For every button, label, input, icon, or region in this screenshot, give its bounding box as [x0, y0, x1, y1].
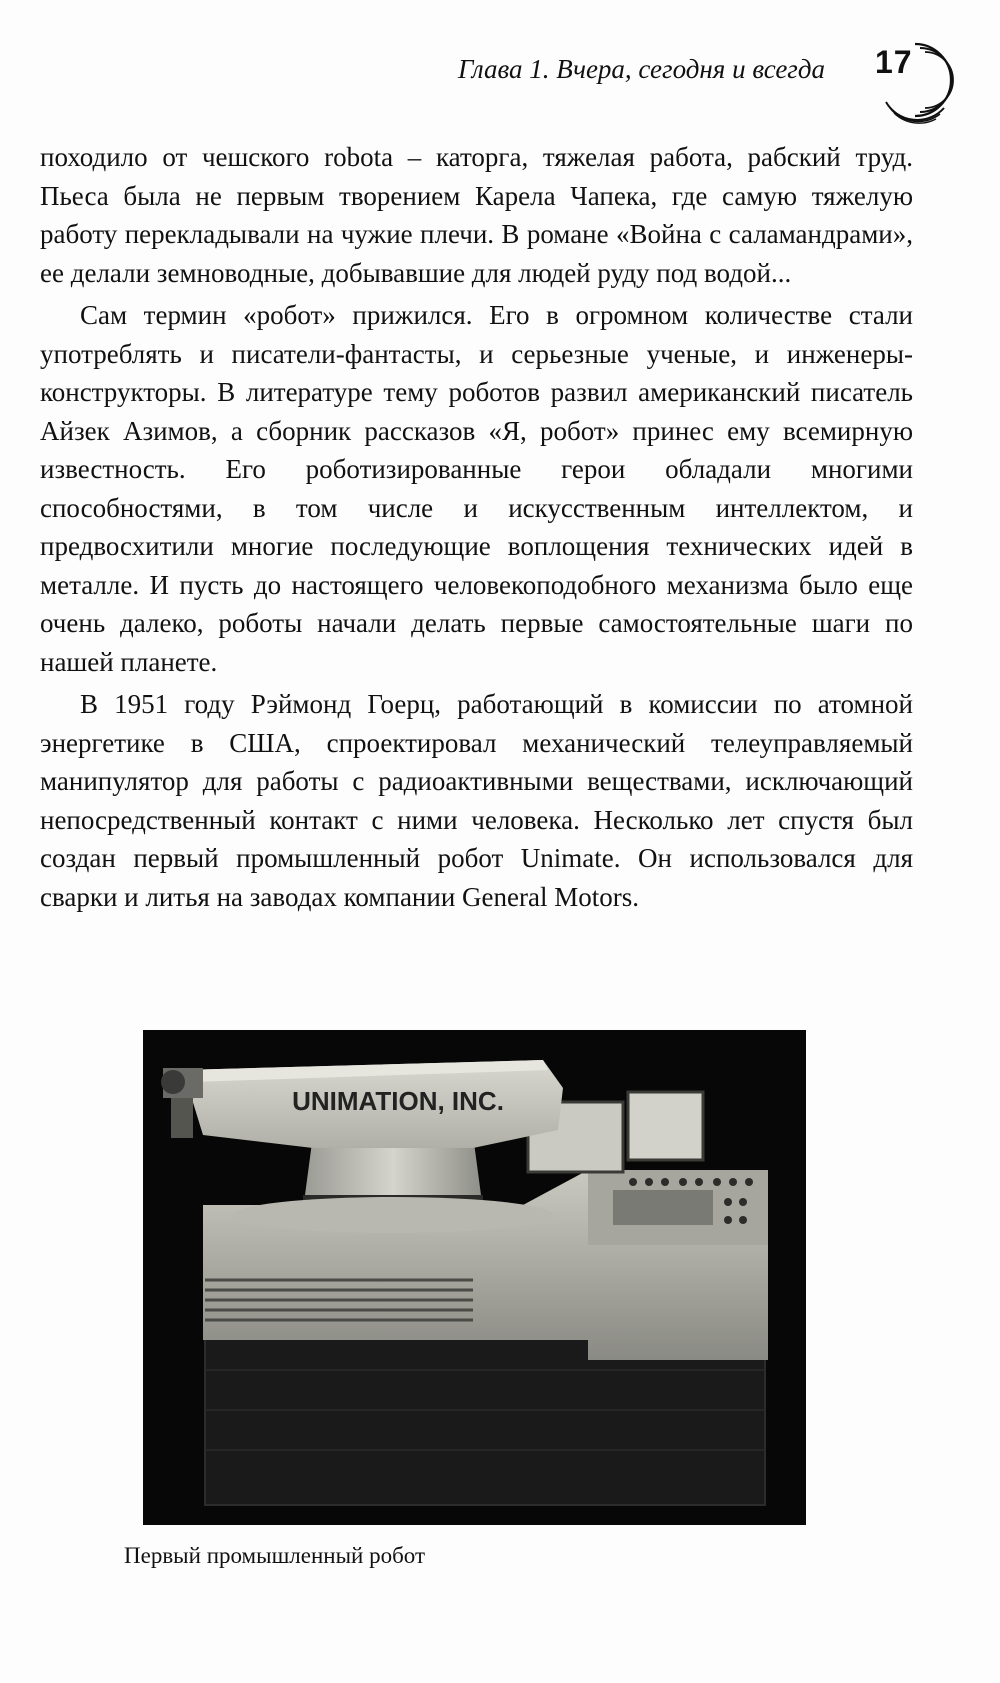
chapter-title: Глава 1. Вчера, сегодня и всегда: [457, 54, 825, 84]
figure-caption: Первый промышленный робот: [124, 1543, 426, 1568]
robot-photo: [143, 1030, 806, 1525]
running-header: [0, 44, 1000, 124]
paragraph-2: Сам термин «робот» прижился. Его в огромном количестве стали употреблять и писатели-фантасты, и серьезные ученые, и инженеры-конструкторы. В литературе тему роботов развил американский писатель Айзек Азимов, а сборник рассказов «Я, робот» принес ему всемирную известность. Его роботизированные герои обладали многими способностями, в том числе и искусственным интеллектом, и предвосхитили многие последующие воплощения технических идей в металле. И пусть до настоящего человекоподобного механизма было еще очень далеко, роботы начали делать первые самостоятельные шаги по нашей планете.: [40, 300, 913, 677]
machine-label: UNIMATION, INC.: [292, 1086, 504, 1116]
paragraph-1: походило от чешского robota – каторга, тяжелая работа, рабский труд. Пьеса была не первым творением Карела Чапека, где самую тяжелую работу перекладывали на чужие плечи. В романе «Война с саламандрами», ее делали земноводные, добывавшие для людей руду под водой...: [40, 142, 913, 288]
unimate-robot-illustration: [143, 1030, 806, 1525]
body-text: [40, 138, 913, 916]
page-number: 17: [875, 44, 913, 80]
paragraph-3: В 1951 году Рэймонд Гоерц, работающий в комиссии по атомной энергетике в США, спроектировал механический телеуправляемый манипулятор для работы с радиоактивными веществами, исключающий непосредственный контакт с ними человека. Несколько лет спустя был создан первый промышленный робот Unimate. Он использовался для сварки и литья на заводах компании General Motors.: [40, 689, 913, 912]
